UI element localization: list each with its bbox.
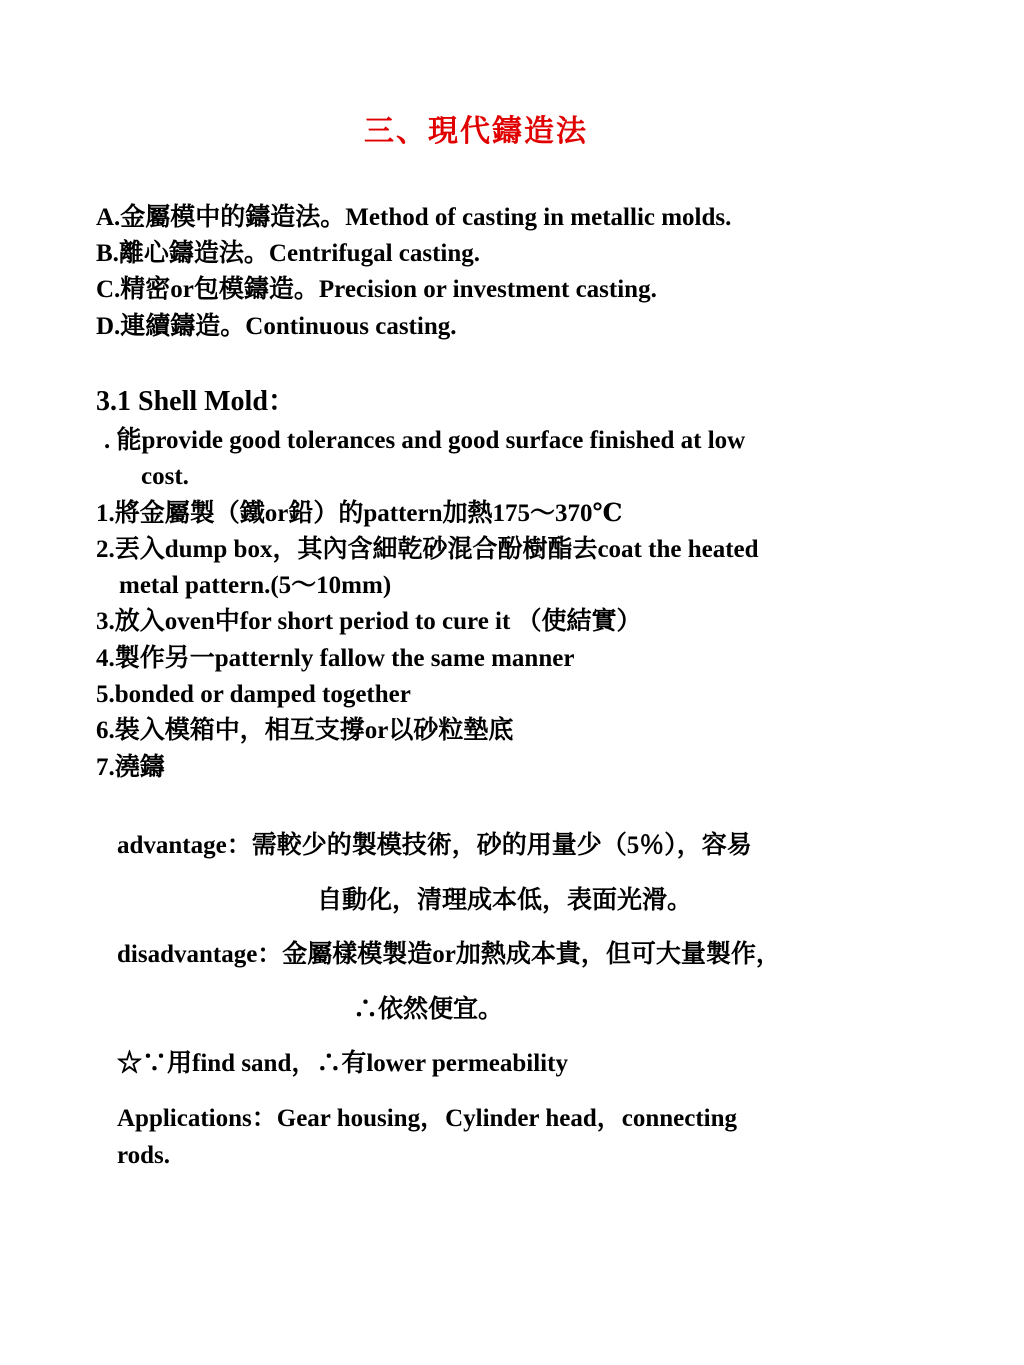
applications-line-2: rods.: [117, 1142, 171, 1169]
step-3: 3.放入oven中for short period to cure it （使結實）: [96, 608, 642, 635]
page-title: 三、現代鑄造法: [364, 115, 588, 148]
applications-line-1: Applications：Gear housing，Cylinder head，connecting: [117, 1105, 737, 1132]
intro-line-1: . 能provide good tolerances and good surface finished at low: [104, 427, 746, 454]
section-heading: 3.1 Shell Mold：: [96, 386, 296, 417]
step-2-continued: metal pattern.(5～10mm): [119, 572, 392, 599]
step-6: 6.裝入模箱中，相互支撐or以砂粒墊底: [96, 717, 514, 744]
intro-line-2: cost.: [141, 463, 189, 490]
step-2: 2.丟入dump box，其內含細乾砂混合酚樹酯去coat the heated: [96, 536, 759, 563]
method-item-d: D.連續鑄造。Continuous casting.: [96, 313, 457, 340]
step-7: 7.澆鑄: [96, 754, 165, 781]
method-item-a: A.金屬模中的鑄造法。Method of casting in metallic molds.: [96, 204, 732, 231]
star-note: ☆∵用find sand，∴有lower permeability: [117, 1050, 568, 1077]
advantage-line-2: 自動化，清理成本低，表面光滑。: [317, 887, 693, 914]
step-4: 4.製作另一patternly fallow the same manner: [96, 645, 575, 672]
method-item-c: C.精密or包模鑄造。Precision or investment casting.: [96, 276, 657, 303]
disadvantage-line-1: disadvantage：金屬樣模製造or加熱成本貴，但可大量製作，: [117, 941, 781, 968]
disadvantage-line-2: ∴依然便宜。: [353, 996, 504, 1023]
step-5: 5.bonded or damped together: [96, 681, 411, 708]
method-item-b: B.離心鑄造法。Centrifugal casting.: [96, 240, 481, 267]
step-1: 1.將金屬製（鐵or鉛）的pattern加熱175～370℃: [96, 500, 623, 527]
advantage-line-1: advantage：需較少的製模技術，砂的用量少（5％），容易: [117, 832, 752, 859]
